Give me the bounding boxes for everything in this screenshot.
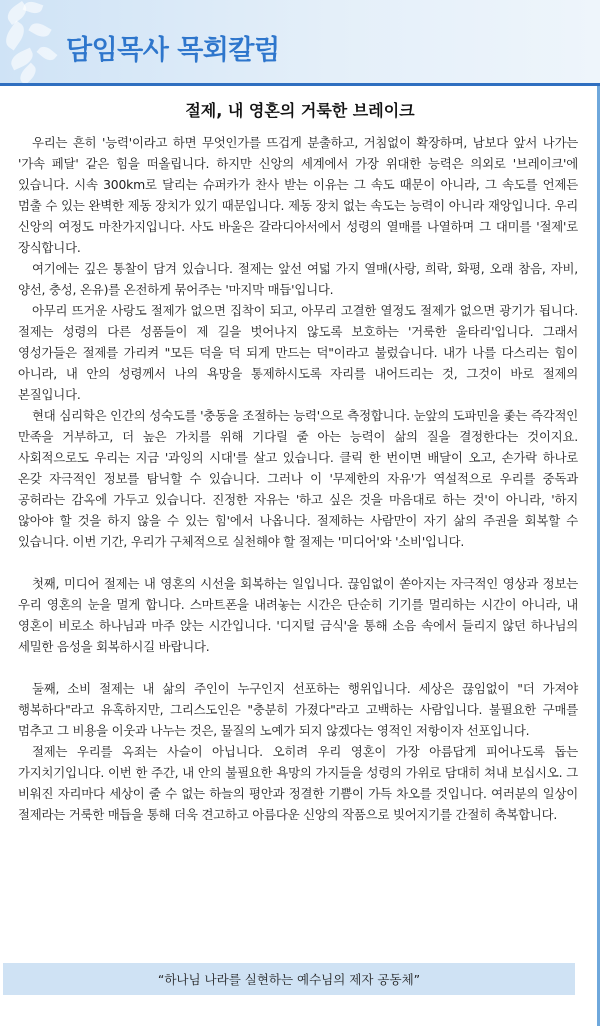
article-title: 절제, 내 영혼의 거룩한 브레이크 bbox=[185, 101, 415, 120]
paragraph: 절제는 우리를 옥죄는 사슬이 아닙니다. 오히려 우리 영혼이 가장 아름답게 피어나도록 돕는 가지치기입니다. 이번 한 주간, 내 안의 불필요한 욕망의 가지들을 성령의 가위로 담대히 쳐내 보십시오. 그 비워진 자리마다 세상이 줄 수 없는 하늘의 평안과 정결한 기쁨이 가득 차오를 것입니다. 여러분의 일상이 절제라는 거룩한 매듭을 통해 더욱 견고하고 아름다운 신앙의 작품으로 빚어지기를 간절히 축복합니다. bbox=[18, 744, 578, 822]
paragraph: 우리는 흔히 '능력'이라고 하면 무엇인가를 뜨겁게 분출하고, 거침없이 확장하며, 남보다 앞서 나가는 '가속 페달' 같은 힘을 떠올립니다. 하지만 신앙의 세계에서 가장 위대한 능력은 의외로 '브레이크'에 있습니다. 시속 300km로 달리는 슈퍼카가 찬사 받는 이유는 그 속도 때문이 아니라, 그 속도를 언제든 멈출 수 있는 완벽한 제동 장치가 있기 때문입니다. 제동 장치 없는 속도는 능력이 아니라 재앙입니다. 우리 신앙의 여정도 마찬가지입니다. 사도 바울은 갈라디아서에서 성령의 열매를 나열하며 그 대미를 '절제'로 장식합니다. bbox=[18, 135, 578, 255]
leaf-decoration bbox=[1, 21, 28, 51]
paragraph: 둘째, 소비 절제는 내 삶의 주인이 누구인지 선포하는 행위입니다. 세상은 끊임없이 "더 가져야 행복하다"라고 유혹하지만, 그리스도인은 "충분히 가졌다"라고 고백하는 사람입니다. 불필요한 구매를 멈추고 그 비용을 이웃과 나누는 것은, 물질의 노예가 되지 않겠다는 영적인 저항이자 선포입니다. bbox=[18, 681, 578, 738]
leaf-decoration bbox=[28, 20, 51, 40]
leaf-decoration bbox=[37, 44, 58, 64]
paragraph: 여기에는 깊은 통찰이 담겨 있습니다. 절제는 앞선 여덟 가지 열매(사랑, 희락, 화평, 오래 참음, 자비, 양선, 충성, 온유)를 온전하게 묶어주는 '마지막 매듭'입니다. bbox=[18, 261, 578, 297]
footer-motto-bar bbox=[3, 963, 575, 995]
column-header bbox=[0, 0, 600, 84]
column-title: 담임목사 목회칼럼 bbox=[66, 35, 280, 66]
paragraph: 현대 심리학은 인간의 성숙도를 '충동을 조절하는 능력'으로 측정합니다. 눈앞의 도파민을 좇는 즉각적인 만족을 거부하고, 더 높은 가치를 위해 기다릴 줄 아는 능력이 삶의 질을 결정한다는 것이지요.사회적으로도 우리는 지금 '과잉의 시대'를 살고 있습니다. 클릭 한 번이면 배달이 오고, 손가락 하나로 온갖 자극적인 정보를 탐닉할 수 있습니다. 그러나 이 '무제한의 자유'가 역설적으로 우리를 중독과 공허라는 감옥에 가두고 있습니다. 진정한 자유는 '하고 싶은 것을 마음대로 하는 것'이 아니라, '하지 않아야 할 것을 하지 않을 수 있는 힘'에서 나옵니다. 절제하는 사람만이 자기 삶의 주권을 회복할 수 있습니다. 이번 기간, 우리가 구체적으로 실천해야 할 절제는 '미디어'와 '소비'입니다. bbox=[18, 408, 578, 549]
paragraph: 첫째, 미디어 절제는 내 영혼의 시선을 회복하는 일입니다. 끊임없이 쏟아지는 자극적인 영상과 정보는 우리 영혼의 눈을 멀게 합니다. 스마트폰을 내려놓는 시간은 단순히 기기를 멀리하는 시간이 아니라, 내 영혼이 비로소 하나님과 마주 앉는 시간입니다. '디지털 금식'을 통해 소음 속에서 들리지 않던 하나님의 세밀한 음성을 회복하시길 바랍니다. bbox=[18, 576, 578, 654]
paragraph: 아무리 뜨거운 사랑도 절제가 없으면 집착이 되고, 아무리 고결한 열정도 절제가 없으면 광기가 됩니다. 절제는 성령의 다른 성품들이 제 길을 벗어나지 않도록 보호하는 '거룩한 울타리'입니다. 그래서 영성가들은 절제를 가리켜 "모든 덕을 덕 되게 만드는 덕"이라고 불렀습니다. 내가 나를 다스리는 힘이 아니라, 내 안의 성령께서 나의 욕망을 통제하시도록 자리를 내어드리는 것, 그것이 바로 절제의 본질입니다. bbox=[18, 303, 578, 402]
footer-motto: “하나님 나라를 실현하는 예수님의 제자 공동체” bbox=[157, 972, 421, 987]
header-divider bbox=[0, 83, 600, 86]
article-body bbox=[18, 132, 578, 825]
leaf-decoration bbox=[23, 0, 44, 16]
